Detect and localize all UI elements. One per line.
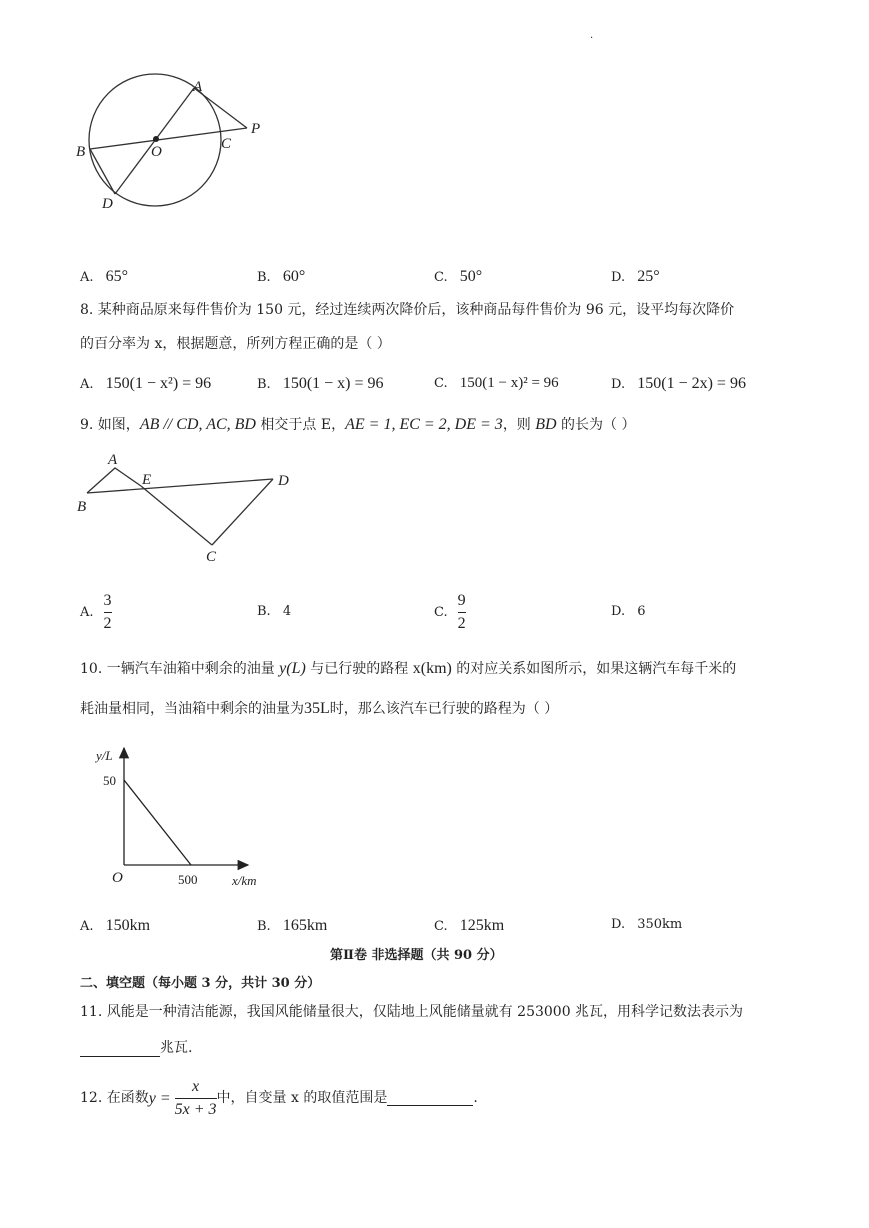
q12-suffix: 中，自变量 x 的取值范围是	[216, 1090, 388, 1107]
q7-option-c-letter: C.	[434, 270, 448, 285]
q11-unit: 兆瓦.	[160, 1040, 193, 1056]
q12-func-y: y =	[148, 1090, 171, 1108]
q10-line1-x: x(km)	[412, 660, 452, 677]
q8-option-b	[257, 375, 384, 393]
q7-option-c-value: 50°	[459, 268, 483, 285]
q10-option-a-letter: A.	[80, 919, 94, 934]
q7-label-o: O	[151, 144, 162, 160]
q8-option-a-value: 150(1 − x²) = 96	[105, 375, 212, 392]
q10-x-axis-label: x/km	[232, 873, 257, 888]
q9-prefix: 9. 如图，	[80, 417, 140, 433]
q10-option-a-value: 150km	[105, 917, 151, 934]
q9-tail2: 的长为（ ）	[556, 417, 636, 433]
q8-option-c	[434, 375, 559, 392]
q7-option-a-value: 65°	[105, 268, 129, 285]
q10-series-line	[124, 780, 191, 865]
q9-option-c-letter: C.	[434, 605, 448, 621]
q8-option-d-letter: D.	[611, 377, 626, 392]
q7-label-b: B	[76, 144, 86, 160]
q10-x-tick-label: 500	[178, 872, 198, 887]
q10-option-c	[434, 917, 504, 935]
q9-label-d: D	[278, 473, 289, 489]
q10-option-a	[80, 917, 150, 935]
q9-values: AE = 1, EC = 2, DE = 3	[345, 416, 503, 433]
q10-option-c-value: 125km	[459, 917, 505, 934]
q9-label-e: E	[142, 472, 152, 488]
q11-answer-blank[interactable]	[80, 1042, 160, 1057]
q9-label-b: B	[77, 499, 87, 515]
q9-condition: AB // CD, AC, BD	[139, 416, 256, 433]
q8-option-b-letter: B.	[257, 377, 271, 392]
q9-option-a-denominator: 2	[103, 615, 112, 633]
q8-option-c-value: 150(1 − x)² = 96	[459, 375, 559, 391]
q10-option-b	[257, 917, 327, 935]
q10-line2-value: 35L	[304, 700, 330, 717]
q10-stem-line2	[80, 699, 558, 718]
section-2-title: 第Ⅱ卷 非选择题（共 90 分）	[330, 948, 503, 963]
q7-option-b	[257, 268, 305, 286]
q9-option-a-numerator: 3	[103, 592, 112, 609]
q9-label-a: A	[108, 452, 118, 468]
q9-label-c: C	[206, 549, 217, 565]
q10-option-b-letter: B.	[257, 919, 271, 934]
q12-end: .	[473, 1090, 478, 1107]
q9-line-cd	[212, 479, 273, 545]
q8-option-a	[80, 375, 211, 393]
q12-numerator: x	[192, 1078, 200, 1095]
q7-option-b-letter: B.	[257, 270, 271, 285]
q7-center-dot	[153, 136, 159, 142]
q8-option-c-letter: C.	[434, 376, 448, 391]
q7-option-d-value: 25°	[637, 268, 660, 285]
q7-option-d	[611, 268, 660, 286]
q7-option-b-value: 60°	[282, 268, 306, 285]
q9-line-ec	[141, 486, 212, 545]
q10-option-c-letter: C.	[434, 919, 448, 934]
q9-stem	[80, 415, 636, 434]
q10-chart	[0, 740, 300, 900]
q10-origin-label: O	[112, 870, 123, 886]
q8-stem-line2: 的百分率为 x，根据题意，所列方程正确的是（ ）	[80, 336, 391, 352]
q9-option-d-value: 6	[637, 604, 646, 619]
q7-line-bd	[90, 149, 115, 194]
q12-fraction	[175, 1078, 217, 1120]
q10-stem-line1	[80, 659, 736, 678]
q9-option-b-value: 4	[282, 604, 292, 619]
q10-option-b-value: 165km	[282, 917, 328, 934]
q7-option-a	[80, 268, 128, 286]
header-dot: .	[590, 30, 594, 41]
q9-mid: 相交于点 E，	[255, 417, 346, 433]
q8-option-a-letter: A.	[80, 377, 94, 392]
q12-denominator: 5x + 3	[174, 1101, 217, 1119]
q10-line1-b: 与已行驶的路程	[305, 661, 413, 677]
q9-tail1: ，则	[502, 417, 536, 433]
q9-option-c-numerator: 9	[457, 592, 466, 609]
q10-line1-y-text: y(L)	[279, 660, 306, 677]
q10-line1-y	[279, 660, 306, 677]
q7-option-d-letter: D.	[611, 270, 626, 285]
q9-line-bd	[87, 479, 273, 493]
q9-option-b	[257, 604, 291, 619]
q8-option-d	[611, 375, 746, 393]
q7-label-a: A	[193, 79, 203, 95]
q10-option-d-letter: D.	[611, 917, 626, 932]
q11-stem-line1: 11. 风能是一种清洁能源，我国风能储量很大，仅陆地上风能储量就有 253000 兆瓦，用科学记数法表示为	[80, 1004, 744, 1020]
q10-line2-a: 耗油量相同，当油箱中剩余的油量为	[80, 701, 304, 717]
q9-option-a-letter: A.	[80, 605, 94, 621]
q10-option-d	[611, 917, 682, 932]
q10-y-axis-label: y/L	[96, 748, 113, 763]
q7-label-c: C	[221, 136, 232, 152]
q9-option-c	[434, 592, 466, 634]
q9-option-c-fraction-bar	[458, 612, 466, 613]
q9-figure	[0, 440, 869, 580]
q10-line1-c: 的对应关系如图所示，如果这辆汽车每千米的	[451, 661, 737, 677]
q9-option-a	[80, 592, 112, 634]
q7-label-p: P	[251, 121, 261, 137]
q9-option-d-letter: D.	[611, 604, 626, 619]
q11-stem-line2	[80, 1040, 192, 1057]
q9-option-c-fraction	[458, 592, 466, 634]
q12-prefix: 12. 在函数	[80, 1090, 149, 1107]
q10-line1-a: 10. 一辆汽车油箱中剩余的油量	[80, 661, 280, 677]
q9-option-c-denominator: 2	[457, 615, 466, 633]
q10-option-d-value: 350km	[637, 917, 683, 932]
q8-stem-line1: 8. 某种商品原来每件售价为 150 元，经过连续两次降价后，该种商品每件售价为 96 元，设平均每次降价	[80, 302, 735, 318]
q12-answer-blank[interactable]	[387, 1091, 473, 1106]
section-2-heading: 二、填空题（每小题 3 分，共计 30 分）	[80, 976, 321, 991]
q9-option-b-letter: B.	[257, 604, 271, 619]
q9-option-a-fraction	[104, 592, 112, 634]
q8-option-b-value: 150(1 − x) = 96	[282, 375, 384, 392]
q8-option-d-value: 150(1 − 2x) = 96	[637, 375, 746, 392]
q9-option-d	[611, 604, 646, 619]
q9-bd: BD	[535, 416, 557, 433]
q10-line2-b: 时，那么该汽车已行驶的路程为（ ）	[329, 701, 559, 717]
q9-option-a-fraction-bar	[104, 612, 112, 613]
q7-circle-figure	[0, 0, 869, 240]
q7-label-d: D	[102, 196, 113, 212]
q7-option-c	[434, 268, 482, 286]
q12-fraction-bar	[175, 1098, 217, 1099]
q7-option-a-letter: A.	[80, 270, 94, 285]
q10-y-tick-label: 50	[103, 773, 116, 788]
q12-stem	[80, 1078, 478, 1120]
